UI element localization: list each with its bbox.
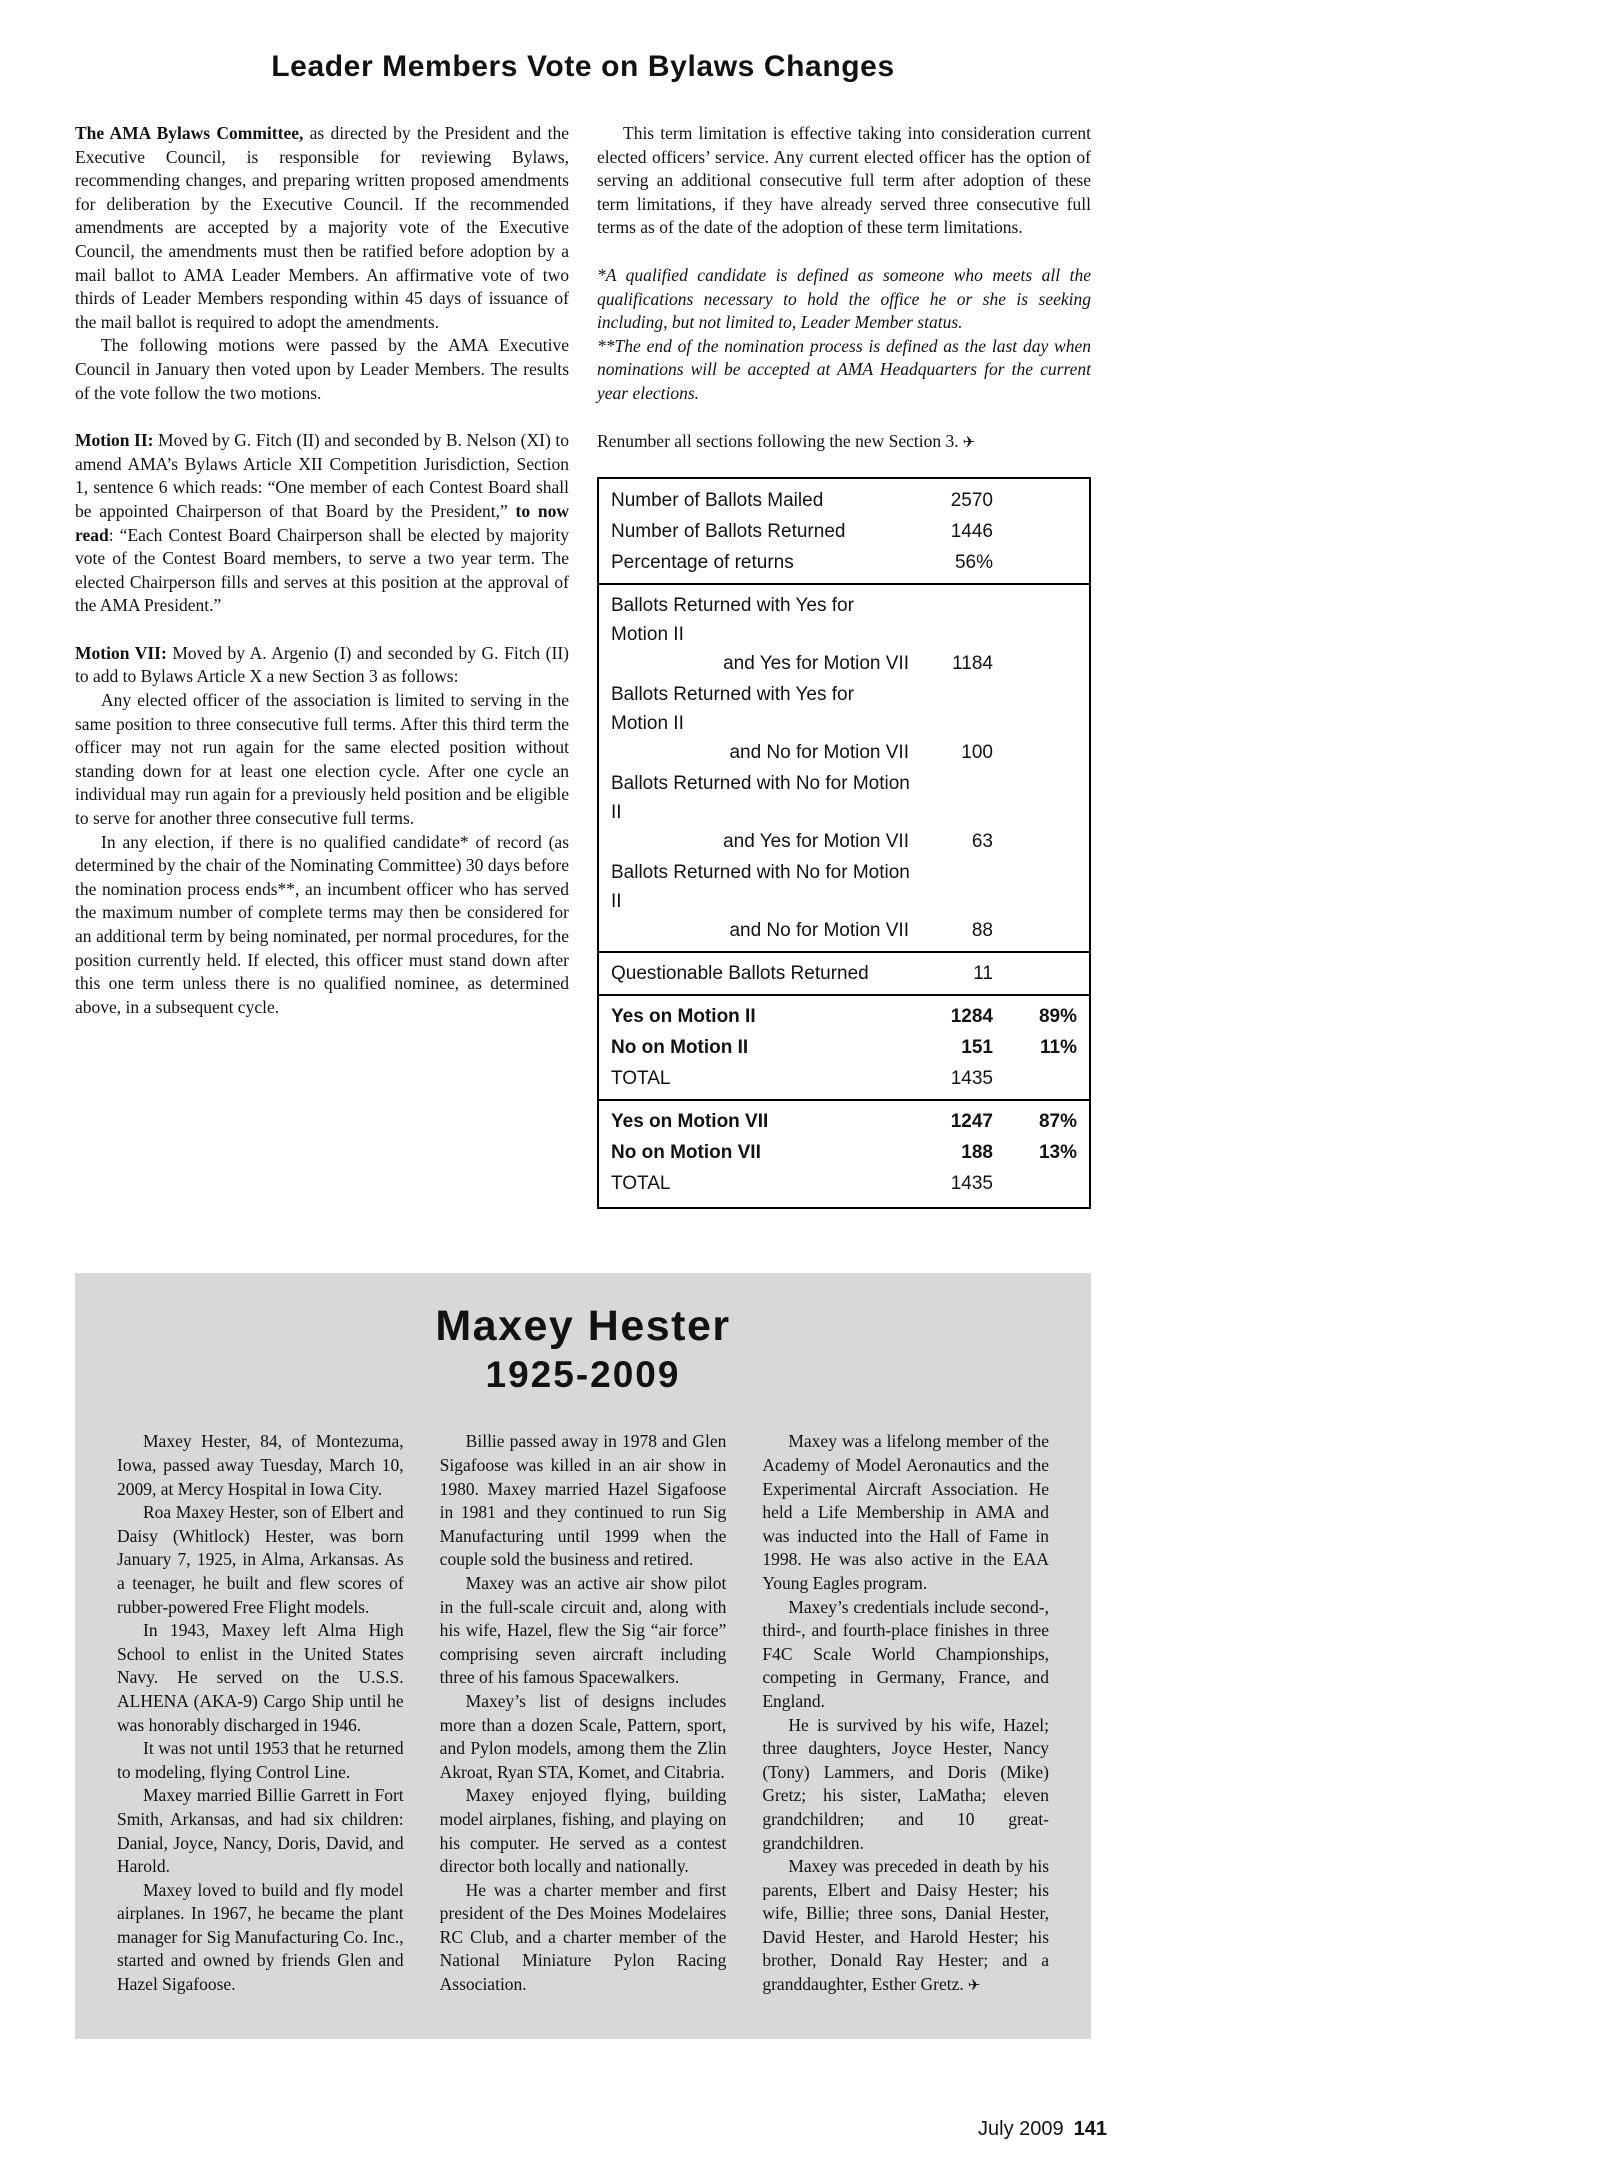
table-row [599, 547, 1089, 578]
page-title: Leader Members Vote on Bylaws Changes [271, 50, 895, 83]
row-label: Questionable Ballots Returned [611, 963, 869, 985]
paragraph-text: as directed by the President and the Executive Council, is responsible for reviewing Bylaws, recommending changes, and preparing written proposed amendments for deliberation by the Executive Council. If the recommended amendments are accepted by a majority vote of the Executive Council, the amendments must then be ratified before adoption by a mail ballot to AMA Leader Members. An affirmative vote of two thirds of Leader Members responding within 45 days of issuance of the mail ballot is required to adopt the amendments. [75, 123, 569, 332]
table-row [599, 583, 1089, 679]
row-label: Percentage of returns [611, 552, 794, 574]
bold-lead: The AMA Bylaws Committee, [75, 123, 304, 143]
obituary-title: Maxey Hester [435, 1302, 731, 1351]
obituary-paragraph: Maxey enjoyed flying, building model airplanes, fishing, and playing on his computer. He served as a contest director both locally and nationally. [439, 1785, 727, 1877]
row-label: No on Motion II [611, 1037, 749, 1059]
table-row [599, 516, 1089, 547]
obituary-paragraph: Maxey’s credentials include second-, third-, and fourth-place finishes in three F4C Scale World Championships, competing in Germany, France, and England. [762, 1596, 1050, 1711]
row-value: 11 [973, 963, 993, 985]
row-label-line1: Ballots Returned with No for Motion II [611, 773, 910, 824]
table-row [599, 951, 1089, 989]
footnote-nomination-process: **The end of the nomination process is defined as the last day when nominations will be accepted at AMA Headquarters for the current year elections. [597, 335, 1091, 403]
motion-7-label: Motion VII: [75, 642, 167, 663]
paragraph-text: Moved by A. Argenio (I) and seconded by G. Fitch (II) to add to Bylaws Article X a new Section 3 as follows: [75, 642, 569, 687]
row-label: Yes on Motion VII [611, 1111, 769, 1133]
article-column-left [75, 122, 569, 1209]
footer-issue-date: July 2009 [978, 2118, 1064, 2140]
table-row [599, 768, 1089, 857]
row-label-line1: Ballots Returned with Yes for Motion II [611, 595, 854, 646]
table-row [599, 1063, 1089, 1094]
table-row [599, 1032, 1089, 1063]
row-value: 100 [961, 742, 993, 764]
table-row [599, 679, 1089, 768]
obituary-paragraph-last [762, 1855, 1049, 1999]
row-value: 88 [971, 920, 993, 942]
row-label-line2: and Yes for Motion VII [723, 831, 909, 853]
obituary-column-3 [762, 1430, 1049, 1998]
obituary-paragraph: Maxey married Billie Garrett in Fort Smith, Arkansas, and had six children: Danial, Joyce, Nancy, Doris, David, and Harold. [117, 1785, 404, 1877]
row-label [611, 680, 915, 767]
obituary-column-1 [117, 1430, 404, 1998]
row-label-line2: and Yes for Motion VII [723, 653, 909, 675]
row-value: 1284 [950, 1006, 993, 1028]
bold-to-now-read: to now read [75, 500, 569, 545]
row-label: Number of Ballots Returned [611, 521, 846, 543]
table-row [599, 485, 1089, 516]
row-percent: 13% [1038, 1142, 1077, 1164]
row-label [611, 858, 915, 945]
row-label-line2: and No for Motion VII [729, 920, 909, 942]
obituary-paragraph: Maxey’s list of designs includes more than a dozen Scale, Pattern, sport, and Pylon models, among them the Zlin Akroat, Ryan STA, Komet, and Citabria. [439, 1690, 727, 1782]
row-label: Yes on Motion II [611, 1006, 756, 1028]
obituary-paragraph: Maxey was a lifelong member of the Academy of Model Aeronautics and the Experimental Aircraft Association. He held a Life Membership in AMA and was inducted into the Hall of Fame in 1998. He was also active in the EAA Young Eagles program. [762, 1431, 1050, 1593]
obituary-paragraph: Maxey Hester, 84, of Montezuma, Iowa, passed away Tuesday, March 10, 2009, at Mercy Hospital in Iowa City. [117, 1431, 404, 1499]
obituary-paragraph: Roa Maxey Hester, son of Elbert and Daisy (Whitlock) Hester, was born January 7, 1925, in Alma, Arkansas. As a teenager, he built and flew scores of rubber-powered Free Flight models. [117, 1502, 404, 1617]
paragraph-bylaws-committee [75, 122, 569, 334]
paragraph-text: Renumber all sections following the new Section 3. [597, 430, 959, 451]
row-label: TOTAL [611, 1173, 671, 1195]
row-value: 1247 [950, 1111, 993, 1133]
table-row [599, 1099, 1089, 1137]
row-label: TOTAL [611, 1068, 671, 1090]
table-row [599, 1137, 1089, 1168]
paragraph-motions-passed: The following motions were passed by the AMA Executive Council in January then voted upon by Leader Members. The results of the vote follow the two motions. [75, 335, 569, 403]
row-value: 2570 [950, 490, 993, 512]
paragraph-motion-7-terms: Any elected officer of the association is limited to serving in the same position to three consecutive full terms. After this third term the officer may not run again for the same elected position without standing down for at least one election cycle. After one cycle an individual may run again for a previously held position and be eligible to serve for another three consecutive full terms. [75, 690, 569, 829]
row-label-line1: Ballots Returned with No for Motion II [611, 862, 910, 913]
page-footer [75, 2118, 1107, 2141]
obituary-column-2 [440, 1430, 727, 1998]
paragraph-renumber [597, 430, 1091, 456]
paragraph-text: : “Each Contest Board Chairperson shall be elected by majority vote of the Contest Board members, to serve a two year term. The elected Chairperson fills and serves at this position at the approval of the AMA President.” [75, 524, 569, 616]
row-label [611, 591, 915, 678]
paragraph-text: Moved by G. Fitch (II) and seconded by B. Nelson (XI) to amend AMA’s Bylaws Article XII Competition Jurisdiction, Section 1, sentence 6 which reads: “One member of each Contest Board shall be appointed Chairperson of that Board by the President,” [75, 430, 569, 521]
motion-2-label: Motion II: [75, 430, 154, 451]
paragraph-text: Maxey was preceded in death by his parents, Elbert and Daisy Hester; his wife, Billie; three sons, Danial Hester, David Hester, and Harold Hester; his brother, Donald Ray Hester; and a granddaughter, Esther Gretz. [762, 1856, 1050, 1995]
paragraph-motion-2 [75, 429, 569, 618]
obituary-years: 1925-2009 [485, 1354, 681, 1396]
row-value: 1446 [950, 521, 993, 543]
obituary-paragraph: It was not until 1953 that he returned to modeling, flying Control Line. [117, 1738, 404, 1782]
obituary-paragraph: Maxey loved to build and fly model airplanes. In 1967, he became the plant manager for Sig Manufacturing Co. Inc., started and owned by friends Glen and Hazel Sigafoose. [117, 1879, 404, 1995]
article-column-right [597, 122, 1091, 1209]
footer-page-number: 141 [1073, 2118, 1107, 2140]
table-row [599, 857, 1089, 946]
row-value: 1435 [950, 1068, 993, 1090]
row-label-line2: and No for Motion VII [729, 742, 909, 764]
row-value: 63 [971, 831, 993, 853]
row-percent: 89% [1038, 1006, 1077, 1028]
paragraph-motion-7 [75, 642, 569, 689]
paragraph-term-limitation: This term limitation is effective taking into consideration current elected officers’ service. Any current elected officer has the option of serving an additional consecutive full term after adoption of these term limitations, if they have already served three consecutive full terms as of the date of the adoption of these term limitations. [597, 123, 1091, 238]
row-value: 188 [961, 1142, 993, 1164]
footnote-qualified-candidate: *A qualified candidate is defined as someone who meets all the qualifications necessary to hold the office he or she is seeking including, but not limited to, Leader Member status. [597, 264, 1091, 333]
obituary-paragraph: Maxey was an active air show pilot in the full-scale circuit and, along with his wife, Hazel, flew the Sig “air force” comprising seven aircraft including three of his famous Spacewalkers. [439, 1572, 727, 1688]
obituary-paragraph: Billie passed away in 1978 and Glen Sigafoose was killed in an air show in 1980. Maxey married Hazel Sigafoose in 1981 and they continued to run Sig Manufacturing until 1999 when the couple sold the business and retired. [439, 1431, 727, 1570]
row-label: No on Motion VII [611, 1142, 761, 1164]
row-value: 56% [954, 552, 993, 574]
obituary-paragraph: He is survived by his wife, Hazel; three daughters, Joyce Hester, Nancy (Tony) Lammers, and Doris (Mike) Gretz; his sister, LaMatha; eleven grandchildren; and 10 great-grandchildren. [762, 1714, 1050, 1853]
row-label [611, 769, 915, 856]
row-percent: 87% [1038, 1111, 1077, 1133]
paragraph-motion-7-election: In any election, if there is no qualified candidate* of record (as determined by the chair of the Nominating Committee) 30 days before the nomination process ends**, an incumbent officer who has served the maximum number of complete terms may then be considered for an additional term by being nominated, per normal procedures, for the position currently held. If elected, this officer must stand down after this one term unless there is no qualified nominee, as determined above, in a subsequent cycle. [75, 831, 569, 1017]
obituary-box [75, 1273, 1091, 2039]
row-percent: 11% [1040, 1037, 1077, 1059]
article-columns [75, 122, 1091, 1209]
obituary-columns [117, 1430, 1049, 1998]
table-row [599, 1168, 1089, 1199]
row-label: Number of Ballots Mailed [611, 490, 824, 512]
row-label-line1: Ballots Returned with Yes for Motion II [611, 684, 854, 735]
article-end-plane-icon: ✈ [967, 1978, 981, 1995]
ballot-results-table [597, 477, 1091, 1209]
row-value: 1435 [950, 1173, 993, 1195]
obituary-paragraph: In 1943, Maxey left Alma High School to enlist in the United States Navy. He served on the U.S.S. ALHENA (AKA-9) Cargo Ship until he was honorably discharged in 1946. [117, 1620, 404, 1735]
obituary-paragraph: He was a charter member and first president of the Des Moines Modelaires RC Club, and a charter member of the National Miniature Pylon Racing Association. [439, 1879, 727, 1995]
article-end-plane-icon: ✈ [962, 434, 976, 451]
row-value: 1184 [952, 653, 993, 675]
table-row [599, 994, 1089, 1032]
page-content [75, 0, 1091, 2039]
row-value: 151 [961, 1037, 993, 1059]
